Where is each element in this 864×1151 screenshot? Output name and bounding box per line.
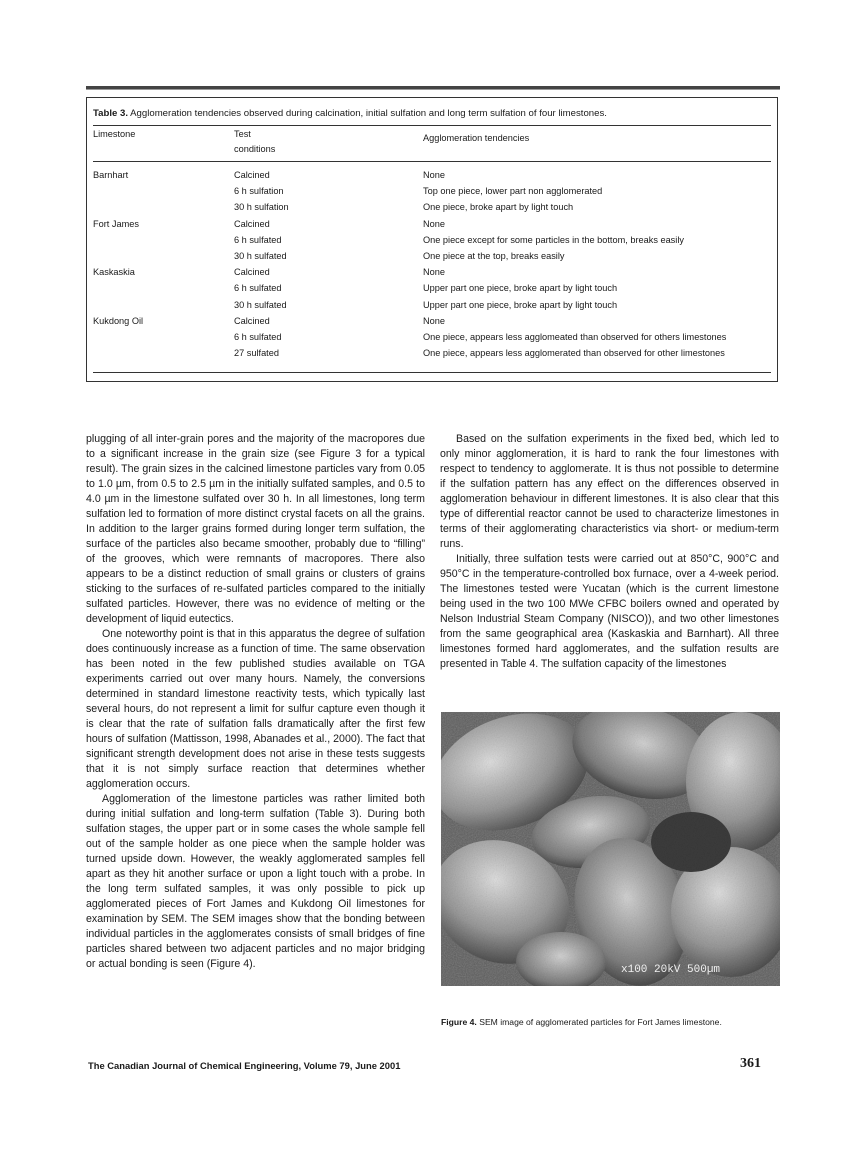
cell-limestone: Kukdong Oil: [93, 315, 144, 326]
table-row: [87, 265, 777, 281]
figure-caption-text: SEM image of agglomerated particles for Fort James limestone.: [476, 1017, 722, 1027]
header-agglomeration: Agglomeration tendencies: [423, 133, 530, 143]
cell-test-conditions: 6 h sulfated: [234, 234, 282, 245]
table-row: [87, 346, 777, 362]
table-row: [87, 233, 777, 249]
figure-caption-label: Figure 4.: [441, 1017, 477, 1027]
table-row: [87, 217, 777, 233]
table-row: [87, 168, 777, 184]
right-paragraph-1: Based on the sulfation experiments in the fixed bed, which led to only minor agglomeration, it is hard to rank the four limestones with respect to tendency to agglomerate. It is thus not possible to determine if the sulfation pattern has any effect on the differences observed in agglomeration behaviour in different limestones. It is also clear that this type of differential reactor cannot be used to characterize limestones in terms of their agglomerating characteristics via short- or medium-term runs.: [440, 433, 779, 550]
right-paragraph-2: Initially, three sulfation tests were carried out at 850°C, 900°C and 950°C in the temperature-controlled box furnace, over a 4-week period. The limestones tested were Yucatan (which is the current limestone being used in the two 100 MWe CFBC boilers owned and operated by Nelson Industrial Steam Company (NISCO)), and two other limestones from the same geographical area (Kaskaskia and Barnhart). All three limestones formed hard agglomerates, and the sulfation results are presented in Table 4. The sulfation capacity of the limestones: [440, 553, 779, 670]
table-caption: [93, 108, 607, 119]
sem-image-graphic: [441, 712, 780, 986]
cell-agglomeration: Top one piece, lower part non agglomerated: [423, 186, 603, 197]
cell-agglomeration: One piece except for some particles in the bottom, breaks easily: [423, 234, 684, 245]
left-column: [86, 432, 425, 972]
cell-limestone: Kaskaskia: [93, 267, 135, 278]
table-row: [87, 200, 777, 216]
cell-test-conditions: 30 h sulfation: [234, 202, 289, 213]
table-row: [87, 330, 777, 346]
cell-test-conditions: 30 h sulfated: [234, 251, 287, 261]
cell-agglomeration: Upper part one piece, broke apart by light touch: [423, 283, 618, 294]
table-rule-bottom: [93, 372, 771, 373]
table-caption-text: Agglomeration tendencies observed during calcination, initial sulfation and long term sulfation of four limestones.: [128, 108, 607, 119]
cell-agglomeration: One piece, appears less agglomeated than observed for others limestones: [423, 332, 727, 342]
table-3: [86, 97, 778, 382]
sem-image: [441, 712, 780, 986]
cell-test-conditions: Calcined: [234, 218, 270, 229]
cell-agglomeration: None: [423, 315, 445, 326]
scale-bar-text: x100 20kV 500µm: [621, 964, 721, 976]
table-row: [87, 249, 777, 265]
header-limestone: Limestone: [93, 129, 136, 139]
left-paragraph-1: plugging of all inter-grain pores and the majority of the macropores due to a significant increase in the grain size (see Figure 3 for a typical result). The grain sizes in the calcined limestone particles vary from 0.05 to 1.0 µm, from 0.5 to 2.5 µm in the initially sulfated samples, and 0.5 to 4.0 µm in the limestone sulfated over 30 h. In all limestones, long term sulfation led to formation of more distinct crystal facets on all the grains. In addition to the larger grains formed during longer term sulfation, the surface of the particles also became smoother, probably due to “filling” of the grooves, which were remnants of macropores. There also appears to be a distinct reduction of small grains or clusters of grains sticking to the surfaces of re-sulfated particles compared to the initially sulfated particles. However, there was no evidence of melting or the development of liquid eutectics.: [86, 433, 425, 625]
cell-agglomeration: None: [423, 267, 445, 278]
table-row: [87, 298, 777, 314]
cell-agglomeration: One piece, broke apart by light touch: [423, 202, 574, 213]
left-paragraph-3: Agglomeration of the limestone particles was rather limited both during initial sulfation and long-term sulfation (Table 3). During both sulfation stages, the upper part or in some cases the whole sample fell out of the sample holder as one piece when the sample holder was turned upside down. However, the weakly agglomerated samples fell apart as they hit another surface or upon a light touch with a probe. In the long term sulfated samples, it was only possible to pick up agglomerated pieces of Fort James and Kukdong Oil limestones for examination by SEM. The SEM images show that the bonding between individual particles in the agglomerates consists of small bridges of fine particles shared between two adjacent particles and no major bridging or actual bonding is seen (Figure 4).: [86, 793, 425, 970]
cell-test-conditions: 6 h sulfated: [234, 332, 282, 342]
right-column: [440, 432, 779, 672]
cell-limestone: Fort James: [93, 218, 139, 229]
cell-agglomeration: One piece at the top, breaks easily: [423, 251, 565, 261]
cell-test-conditions: 6 h sulfation: [234, 186, 284, 197]
cell-agglomeration: Upper part one piece, broke apart by light touch: [423, 299, 618, 310]
cell-agglomeration: One piece, appears less agglomerated than observed for other limestones: [423, 348, 725, 359]
cell-test-conditions: 27 sulfated: [234, 348, 279, 359]
table-rule-top: [93, 125, 771, 126]
table-row: [87, 281, 777, 297]
table-rule-header: [93, 161, 771, 162]
cell-limestone: Barnhart: [93, 170, 129, 180]
journal-footer: The Canadian Journal of Chemical Engineering, Volume 79, June 2001: [88, 1060, 401, 1071]
cell-test-conditions: 6 h sulfated: [234, 283, 282, 294]
header-test-line2: conditions: [234, 144, 276, 154]
table-row: [87, 184, 777, 200]
table-caption-label: Table 3.: [93, 108, 129, 119]
cell-test-conditions: Calcined: [234, 315, 270, 326]
top-rule: [86, 86, 780, 90]
table-row: [87, 314, 777, 330]
left-paragraph-2: One noteworthy point is that in this apparatus the degree of sulfation does continuously increase as a function of time. The same observation has been noted in the few published studies available on TGA experiments carried out over many hours. Namely, the conversions determined in standard limestone reactivity tests, which typically last several hours, do not represent a limit for sulfur capture even though it is clear that the rate of sulfation falls dramatically after the first few hours of sulfation (Mattisson, 1998, Abanades et al., 2000). The fact that significant strength development does not arise in these tests suggests that it is not simply surface reaction that determines whether agglomeration occurs.: [86, 628, 425, 790]
cell-test-conditions: Calcined: [234, 267, 270, 278]
header-test: [234, 127, 275, 157]
cell-test-conditions: Calcined: [234, 170, 270, 180]
header-test-line1: Test: [234, 129, 251, 139]
cell-test-conditions: 30 h sulfated: [234, 299, 287, 310]
cell-agglomeration: None: [423, 218, 445, 229]
cell-agglomeration: None: [423, 170, 445, 180]
figure-caption: [441, 1017, 780, 1027]
page-number: 361: [740, 1056, 761, 1071]
